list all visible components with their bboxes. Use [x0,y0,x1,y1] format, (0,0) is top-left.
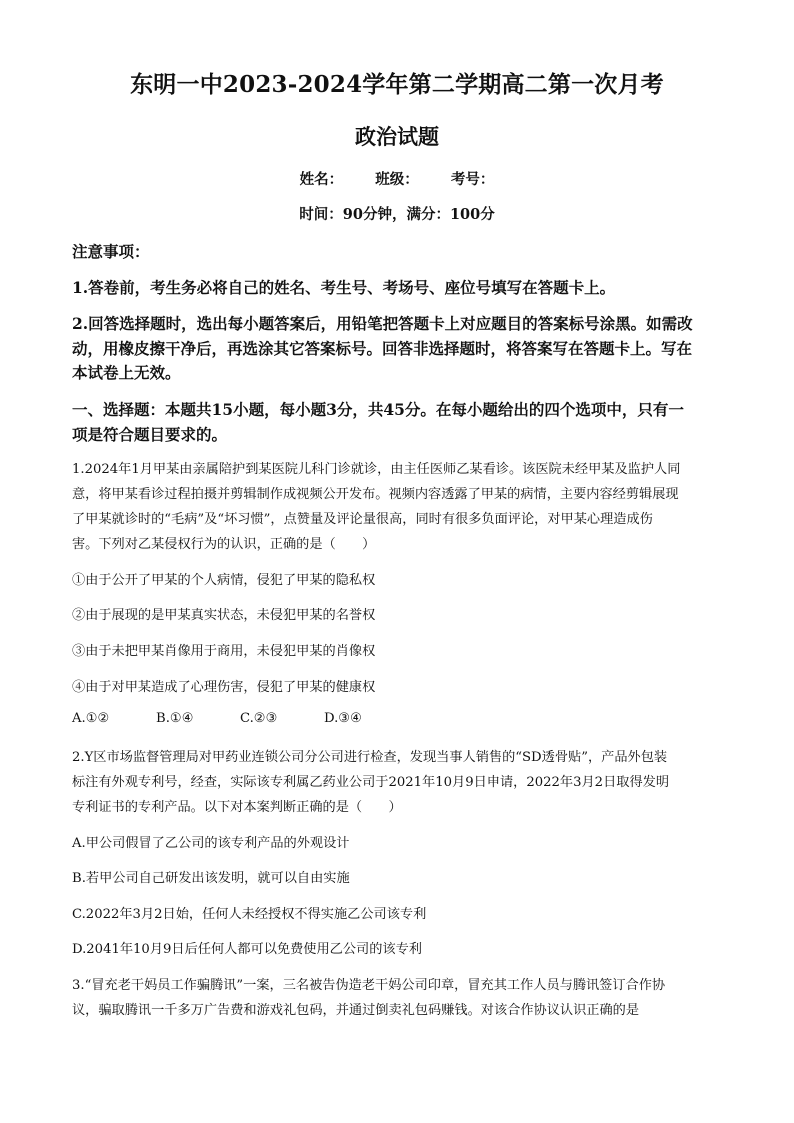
q1-stem-line-3: 了甲某就诊时的“毛病”及“坏习惯”，点赞量及评论量很高，同时有很多负面评论，对甲某心理造成伤 [72,512,653,527]
q1-option-b: B.①④ [156,711,194,726]
subject-title: 政治试题 [355,124,439,149]
q1-statement-4: ④由于对甲某造成了心理伤害，侵犯了甲某的健康权 [72,680,376,695]
q1-stem-line-4: 害。下列对乙某侵权行为的认识，正确的是（ ） [72,537,376,552]
notice-item-2-line-2: 动，用橡皮擦干净后，再选涂其它答案标号。回答非选择题时，将答案写在答题卡上。写在 [72,339,693,358]
q2-stem-line-2: 标注有外观专利号，经查，实际该专利属乙药业公司于2021年10月9日申请，2022年3月2日取得发明 [72,775,670,790]
time-score-line: 时间：90分钟，满分：100分 [299,206,495,223]
q1-option-d: D.③④ [324,711,362,726]
notice-item-2-line-1: 2.回答选择题时，选出每小题答案后，用铅笔把答题卡上对应题目的答案标号涂黑。如需改 [72,314,693,333]
q2-option-c: C.2022年3月2日始，任何人未经授权不得实施乙公司该专利 [72,907,427,922]
notice-item-2-line-3: 本试卷上无效。 [72,363,181,382]
q1-statement-3: ③由于未把甲某肖像用于商用，未侵犯甲某的肖像权 [72,644,376,659]
student-info-line [0,168,794,189]
notice-heading: 注意事项： [72,242,150,261]
q1-option-a: A.①② [72,711,110,726]
q2-stem-line-3: 专利证书的专利产品。以下对本案判断正确的是（ ） [72,800,402,815]
q1-option-c: C.②③ [240,711,278,726]
notice-item-1: 1.答卷前，考生务必将自己的姓名、考生号、考场号、座位号填写在答题卡上。 [72,278,616,297]
name-label: 姓名： [299,171,344,188]
class-label: 班级： [375,171,419,188]
section-heading-line-1: 一、选择题：本题共15小题，每小题3分，共45分。在每小题给出的四个选项中，只有一 [72,400,684,419]
q2-option-b: B.若甲公司自己研发出该发明，就可以自由实施 [72,871,350,886]
q1-stem-line-2: 意，将甲某看诊过程拍摄并剪辑制作成视频公开发布。视频内容透露了甲某的病情，主要内容经剪辑展现 [72,487,679,502]
q1-stem-line-1: 1.2024年1月甲某由亲属陪护到某医院儿科门诊就诊，由主任医师乙某看诊。该医院未经甲某及监护人同 [72,462,681,477]
q1-statement-1: ①由于公开了甲某的个人病情，侵犯了甲某的隐私权 [72,573,376,588]
q3-stem-line-1: 3.“冒充老干妈员工作骗腾讯”一案，三名被告伪造老干妈公司印章，冒充其工作人员与腾讯签订合作协 [72,978,666,993]
q2-option-d: D.2041年10月9日后任何人都可以免费使用乙公司的该专利 [72,942,422,957]
q2-option-a: A.甲公司假冒了乙公司的该专利产品的外观设计 [72,836,350,851]
exam-title: 东明一中2023-2024学年第二学期高二第一次月考 [130,71,664,98]
q3-stem-line-2: 议，骗取腾讯一千多万广告费和游戏礼包码，并通过倒卖礼包码赚钱。对该合作协议认识正确的是 [72,1003,640,1018]
exam-number-label: 考号： [450,171,495,188]
q1-statement-2: ②由于展现的是甲某真实状态，未侵犯甲某的名誉权 [72,608,376,623]
section-heading-line-2: 项是符合题目要求的。 [72,425,228,444]
q1-options [72,711,408,726]
q2-stem-line-1: 2.Y区市场监督管理局对甲药业连锁公司分公司进行检查，发现当事人销售的“SD透骨贴”，产品外包装 [72,750,668,765]
